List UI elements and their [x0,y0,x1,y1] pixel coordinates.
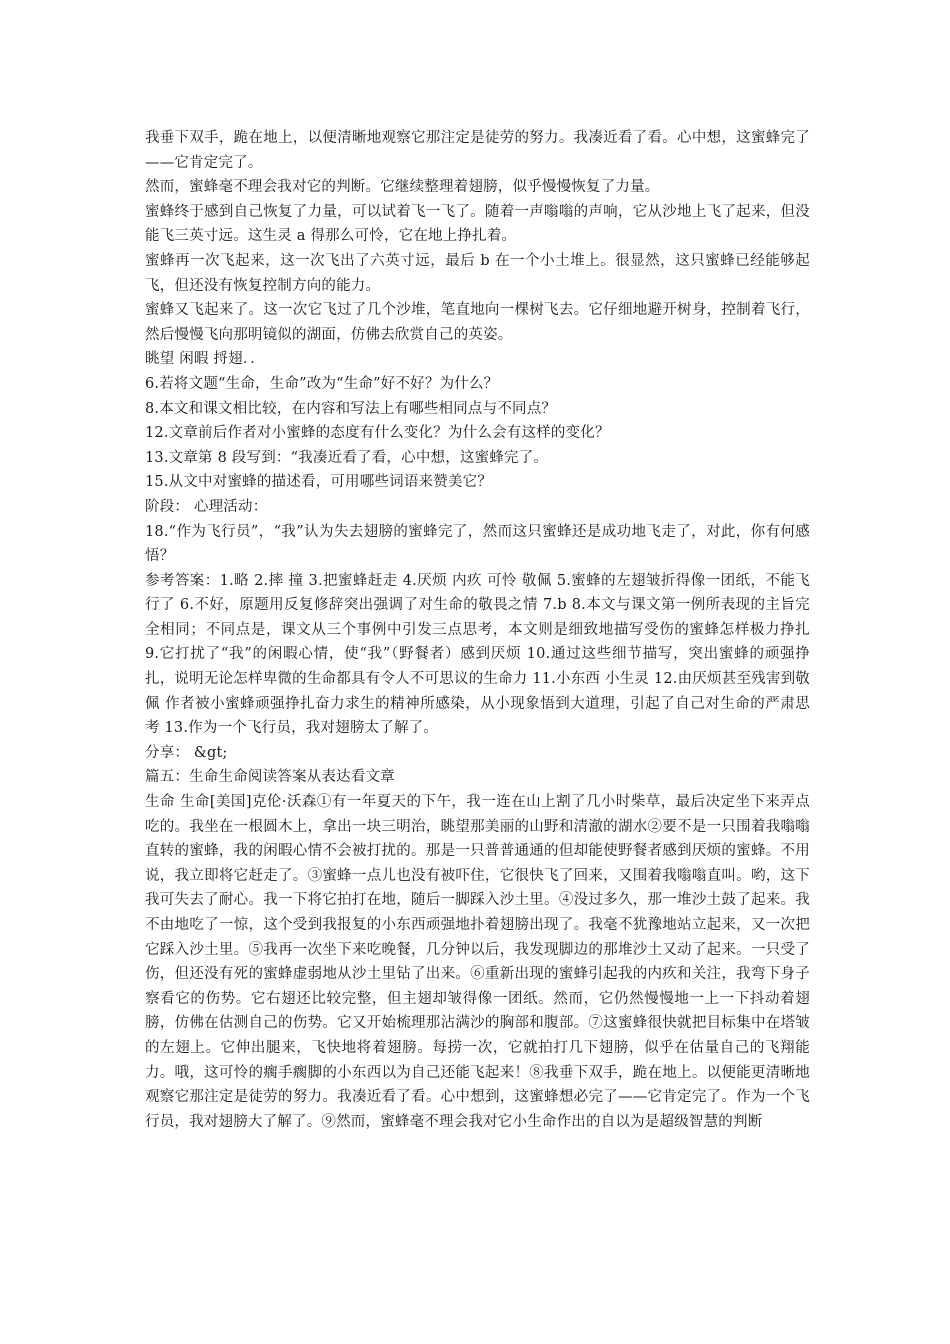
question-13: 13.文章第 8 段写到：“我凑近看了看，心中想，这蜜蜂完了。 [145,449,549,466]
question-18: 18.“作为飞行员”，“我”认为失去翅膀的蜜蜂完了，然而这只蜜蜂还是成功地飞走了，对此，你有何感悟？ [145,523,810,565]
section-heading: 篇五：生命生命阅读答案从表达看文章 [145,769,395,786]
paragraph: 蜜蜂终于感到自己恢复了力量，可以试着飞一飞了。随着一声嗡嗡的声响，它从沙地上飞了起来，但没能飞三英寸远。这生灵 a 得那么可怜，它在地上挣扎着。 [145,203,810,245]
question-8: 8.本文和课文相比较，在内容和写法上有哪些相同点与不同点？ [145,400,557,417]
document-body [145,126,810,1134]
paragraph: 蜜蜂再一次飞起来，这一次飞出了六英寸远，最后 b 在一个小土堆上。很显然，这只蜜蜂已经能够起飞，但还没有恢复控制方向的能力。 [145,252,810,294]
question-6: 6.若将文题“生命，生命”改为“生命”好不好？为什么？ [145,375,499,392]
article-text: 生命 生命[美国]克伦·沃森①有一年夏天的下午，我一连在山上割了几小时柴草，最后决定坐下来弄点吃的。我坐在一根圆木上，拿出一块三明治，眺望那美丽的山野和清澈的湖水②要不是一只围着我嗡嗡直转的蜜蜂，我的闲暇心情不会被打扰的。那是一只普普通通的但却能使野餐者感到厌烦的蜜蜂。不用说，我立即将它赶走了。③蜜蜂一点儿也没有被吓住，它很快飞了回来，又围着我嗡嗡直叫。哟，这下我可失去了耐心。我一下将它拍打在地，随后一脚踩入沙土里。④没过多久，那一堆沙土鼓了起来。我不由地吃了一惊，这个受到我报复的小东西顽强地扑着翅膀出现了。我毫不犹豫地站立起来，又一次把它踩入沙土里。⑤我再一次坐下来吃晚餐，几分钟以后，我发现脚边的那堆沙土又动了起来。一只受了伤，但还没有死的蜜蜂虚弱地从沙土里钻了出来。⑥重新出现的蜜蜂引起我的内疚和关注，我弯下身子察看它的伤势。它右翅还比较完整，但主翅却皱得像一团纸。然而，它仍然慢慢地一上一下抖动着翅膀，仿佛在估测自己的伤势。它又开始梳理那沾满沙的胸部和腹部。⑦这蜜蜂很快就把目标集中在塔皱的左翅上。它伸出腿来，飞快地将着翅膀。每捞一次，它就拍打几下翅膀，似乎在估量自己的飞翔能力。哦，这可怜的瘸手瘸脚的小东西以为自己还能飞起来！⑧我垂下双手，跪在地上。以便能更清晰地观察它那注定是徒劳的努力。我凑近看了看。心中想到，这蜜蜂想必完了——它肯定完了。作为一个飞行员，我对翅膀大了解了。⑨然而，蜜蜂毫不理会我对它小生命作出的自以为是超级智慧的判断 [145,794,810,1130]
question-15: 15.从文中对蜜蜂的描述看，可用哪些词语来赞美它？ [145,474,493,491]
paragraph: 蜜蜂又飞起来了。这一次它飞过了几个沙堆，笔直地向一棵树飞去。它仔细地避开树身，控制着飞行，然后慢慢飞向那明镜似的湖面，仿佛去欣赏自己的英姿。 [145,302,810,343]
paragraph: 我垂下双手，跪在地上，以便清晰地观察它那注定是徒劳的努力。我凑近看了看。心中想，这蜜蜂完了——它肯定完了。 [145,130,810,171]
reference-answers: 参考答案：1.略 2.摔 撞 3.把蜜蜂赶走 4.厌烦 内疚 可怜 敬佩 5.蜜蜂的左翅皱折得像一团纸，不能飞行了 6.不好，原题用反复修辞突出强调了对生命的敬畏之情 7.b 8.本文与课文第一例所表现的主旨完全相同；不同点是，课文从三个事例中引发三点思考，本文则是细致地描写受伤的蜜蜂怎样极力挣扎 9.它打扰了“我”的闲暇心情，使“我”（野餐者）感到厌烦 10.通过这些细节描写，突出蜜蜂的顽强挣扎，说明无论怎样卑微的生命都具有令人不可思议的生命力 11.小东西 小生灵 12.由厌烦甚至残害到敬佩 作者被小蜜蜂顽强挣扎奋力求生的精神所感染，从小现象悟到大道理，引起了自己对生命的严肃思考 13.作为一个飞行员，我对翅膀太了解了。 [145,572,810,737]
question-12: 12.文章前后作者对小蜜蜂的态度有什么变化？为什么会有这样的变化？ [145,425,610,442]
share-line: 分享： &gt; [145,744,228,761]
vocabulary-line: 眺望 闲暇 捋翅．． [145,351,265,368]
stage-line: 阶段： 心理活动： [145,498,268,515]
paragraph: 然而，蜜蜂毫不理会我对它的判断。它继续整理着翅膀，似乎慢慢恢复了力量。 [145,179,660,196]
